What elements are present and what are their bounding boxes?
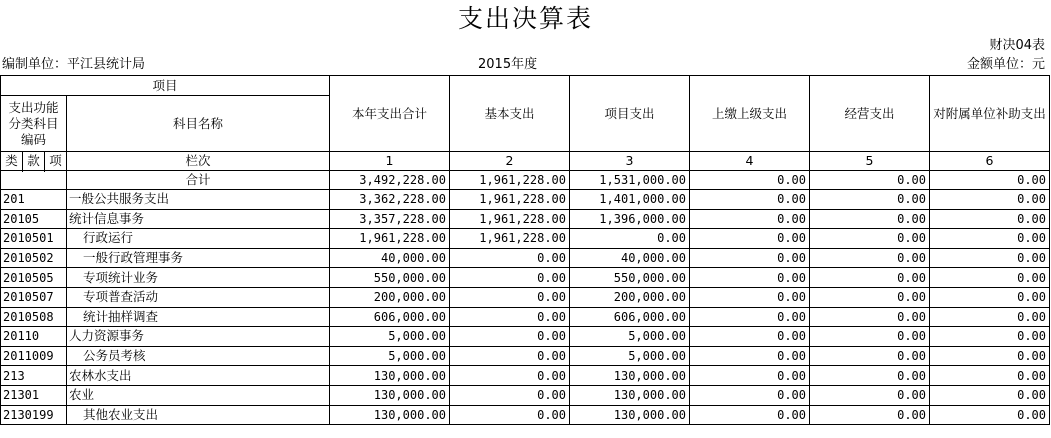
row-code: 21301 [1, 385, 67, 405]
cell-value: 1,961,228.00 [450, 190, 570, 210]
cell-value: 40,000.00 [330, 248, 450, 268]
cell-value: 0.00 [810, 268, 930, 288]
col-number: 6 [930, 152, 1050, 171]
cell-value: 130,000.00 [330, 405, 450, 425]
col-header-remit: 上缴上级支出 [690, 76, 810, 152]
cell-value: 0.00 [930, 229, 1050, 249]
cell-value: 0.00 [930, 171, 1050, 190]
form-number: 财决04表 [989, 38, 1045, 53]
row-code: 2130199 [1, 405, 67, 425]
table-row [1, 287, 1050, 307]
cell-value: 0.00 [690, 405, 810, 425]
cell-value: 0.00 [450, 346, 570, 366]
expenditure-table [0, 75, 1050, 425]
cell-value: 130,000.00 [570, 385, 690, 405]
cell-value: 0.00 [810, 346, 930, 366]
cell-value: 0.00 [690, 268, 810, 288]
cell-value: 0.00 [930, 327, 1050, 347]
cell-value: 0.00 [450, 327, 570, 347]
compiling-unit: 编制单位：平江县统计局 [2, 57, 146, 72]
col-header-project: 项目支出 [570, 76, 690, 152]
row-code: 2010507 [1, 287, 67, 307]
kuan-header: 款 [23, 152, 45, 171]
col-number: 1 [330, 152, 450, 171]
table-row [1, 366, 1050, 386]
cell-value: 0.00 [930, 307, 1050, 327]
cell-value: 1,396,000.00 [570, 209, 690, 229]
cell-value: 1,961,228.00 [450, 209, 570, 229]
table-row [1, 385, 1050, 405]
cell-value: 200,000.00 [570, 287, 690, 307]
cell-value: 40,000.00 [570, 248, 690, 268]
row-code [1, 171, 67, 190]
row-name: 统计抽样调查 [67, 307, 330, 327]
fiscal-year: 2015年度 [478, 57, 538, 72]
cell-value: 0.00 [810, 248, 930, 268]
cell-value: 130,000.00 [570, 366, 690, 386]
col-header-operating: 经营支出 [810, 76, 930, 152]
table-row [1, 209, 1050, 229]
cell-value: 0.00 [450, 366, 570, 386]
row-code: 2010502 [1, 248, 67, 268]
project-header: 项目 [1, 76, 330, 96]
row-name: 专项统计业务 [67, 268, 330, 288]
lanci-label: 栏次 [67, 152, 330, 171]
cell-value: 550,000.00 [570, 268, 690, 288]
row-code: 2010501 [1, 229, 67, 249]
cell-value: 0.00 [930, 268, 1050, 288]
table-row [1, 248, 1050, 268]
cell-value: 0.00 [930, 385, 1050, 405]
cell-value: 0.00 [450, 287, 570, 307]
table-row [1, 405, 1050, 425]
cell-value: 0.00 [690, 346, 810, 366]
col-header-total: 本年支出合计 [330, 76, 450, 152]
cell-value: 0.00 [810, 405, 930, 425]
cell-value: 1,961,228.00 [330, 229, 450, 249]
cell-value: 0.00 [570, 229, 690, 249]
col-number: 2 [450, 152, 570, 171]
cell-value: 200,000.00 [330, 287, 450, 307]
table-row [1, 327, 1050, 347]
cell-value: 0.00 [690, 248, 810, 268]
row-code: 2011009 [1, 346, 67, 366]
cell-value: 606,000.00 [570, 307, 690, 327]
cell-value: 0.00 [930, 248, 1050, 268]
cell-value: 0.00 [690, 209, 810, 229]
row-name: 农业 [67, 385, 330, 405]
cell-value: 130,000.00 [570, 405, 690, 425]
cell-value: 1,531,000.00 [570, 171, 690, 190]
cell-value: 5,000.00 [330, 327, 450, 347]
row-name: 专项普查活动 [67, 287, 330, 307]
cell-value: 0.00 [810, 366, 930, 386]
cell-value: 0.00 [690, 385, 810, 405]
row-name: 农林水支出 [67, 366, 330, 386]
row-name: 行政运行 [67, 229, 330, 249]
cell-value: 0.00 [450, 307, 570, 327]
cell-value: 5,000.00 [330, 346, 450, 366]
cell-value: 3,357,228.00 [330, 209, 450, 229]
cell-value: 3,362,228.00 [330, 190, 450, 210]
row-name: 合计 [67, 171, 330, 190]
cell-value: 550,000.00 [330, 268, 450, 288]
cell-value: 0.00 [930, 190, 1050, 210]
cell-value: 0.00 [930, 346, 1050, 366]
row-name: 人力资源事务 [67, 327, 330, 347]
lei-header: 类 [1, 152, 23, 171]
cell-value: 0.00 [450, 385, 570, 405]
table-row [1, 307, 1050, 327]
cell-value: 5,000.00 [570, 327, 690, 347]
cell-value: 0.00 [930, 366, 1050, 386]
cell-value: 0.00 [930, 287, 1050, 307]
row-name: 一般行政管理事务 [67, 248, 330, 268]
table-row [1, 190, 1050, 210]
cell-value: 130,000.00 [330, 385, 450, 405]
cell-value: 0.00 [690, 171, 810, 190]
cell-value: 0.00 [450, 405, 570, 425]
row-code: 201 [1, 190, 67, 210]
cell-value: 0.00 [690, 229, 810, 249]
page-title: 支出决算表 [457, 4, 593, 33]
cell-value: 3,492,228.00 [330, 171, 450, 190]
table-row-total [1, 171, 1050, 190]
cell-value: 5,000.00 [570, 346, 690, 366]
cell-value: 0.00 [690, 366, 810, 386]
cell-value: 0.00 [690, 287, 810, 307]
col-header-subsidy: 对附属单位补助支出 [930, 76, 1050, 152]
cell-value: 606,000.00 [330, 307, 450, 327]
cell-value: 0.00 [810, 287, 930, 307]
cell-value: 1,961,228.00 [450, 171, 570, 190]
cell-value: 0.00 [810, 229, 930, 249]
row-code: 2010505 [1, 268, 67, 288]
cell-value: 0.00 [810, 171, 930, 190]
col-number: 3 [570, 152, 690, 171]
cell-value: 130,000.00 [330, 366, 450, 386]
currency-unit: 金额单位：元 [966, 57, 1045, 72]
name-header: 科目名称 [67, 96, 330, 152]
cell-value: 0.00 [810, 327, 930, 347]
col-number: 5 [810, 152, 930, 171]
row-name: 一般公共服务支出 [67, 190, 330, 210]
table-row [1, 268, 1050, 288]
cell-value: 1,961,228.00 [450, 229, 570, 249]
cell-value: 0.00 [690, 327, 810, 347]
cell-value: 0.00 [810, 307, 930, 327]
cell-value: 0.00 [810, 209, 930, 229]
cell-value: 0.00 [450, 268, 570, 288]
cell-value: 0.00 [810, 190, 930, 210]
code-group-header: 支出功能分类科目编码 [1, 96, 67, 152]
row-name: 公务员考核 [67, 346, 330, 366]
table-row [1, 229, 1050, 249]
cell-value: 0.00 [930, 209, 1050, 229]
cell-value: 1,401,000.00 [570, 190, 690, 210]
table-row [1, 346, 1050, 366]
row-name: 统计信息事务 [67, 209, 330, 229]
cell-value: 0.00 [810, 385, 930, 405]
table-body [1, 76, 1050, 425]
row-code: 213 [1, 366, 67, 386]
col-header-basic: 基本支出 [450, 76, 570, 152]
cell-value: 0.00 [690, 190, 810, 210]
row-code: 20110 [1, 327, 67, 347]
row-name: 其他农业支出 [67, 405, 330, 425]
cell-value: 0.00 [450, 248, 570, 268]
row-code: 2010508 [1, 307, 67, 327]
cell-value: 0.00 [690, 307, 810, 327]
xiang-header: 项 [45, 152, 67, 171]
col-number: 4 [690, 152, 810, 171]
row-code: 20105 [1, 209, 67, 229]
cell-value: 0.00 [930, 405, 1050, 425]
